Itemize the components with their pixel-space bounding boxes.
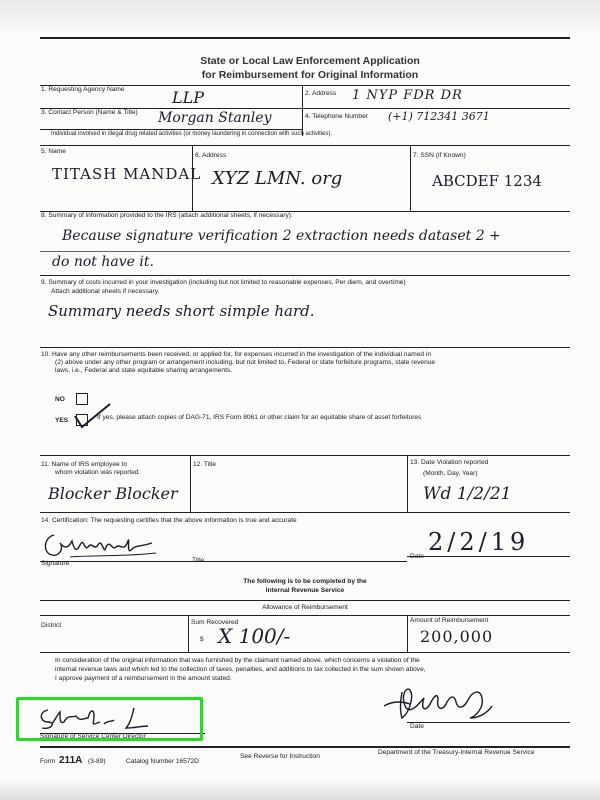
contact-person-value[interactable]: Morgan Stanley [158,110,272,126]
summary-costs-label: 9. Summary of costs incurred in your investigation (including but not limited to reasonable expenses, Per diem, and overtime) [41,279,406,286]
approver-signature [380,682,500,726]
sum-recovered-label: Sum Recovered [191,619,239,626]
catalog-number: Catalog Number 16572D [126,758,199,765]
summary-costs-label2: Attach additional sheets if necessary. [51,288,160,295]
telephone-value[interactable]: (+1) 712341 3671 [388,110,490,123]
irs-divider-a [188,615,189,653]
district-label: District [41,622,62,629]
date-violation-sub: (Month, Day, Year) [423,470,478,477]
rule-3 [40,129,302,130]
rule-9 [40,512,570,513]
date-line [407,556,570,557]
page-shadow-top [0,0,600,34]
address2-value[interactable]: XYZ LMN. org [212,168,343,189]
ssn-label: 7. SSN (If Known) [413,152,466,159]
summary-info-value-line1[interactable]: Because signature verification 2 extraction needs dataset 2 + [62,228,501,244]
approver-date-line [407,722,570,723]
telephone-label: 4. Telephone Number [305,113,368,120]
agency-name-label: 1. Requesting Agency Name [41,86,125,93]
form-title-line2: for Reimbursement for Original Information [201,69,419,81]
consideration-line3: I approve payment of a reimbursement in the amount stated. [55,675,232,682]
summary-writing-line [40,251,570,252]
certification-label: 14. Certification: The requesting certifies that the above information is true and accurate [41,517,297,524]
ssn-value[interactable]: ABCDEF 1234 [432,172,542,190]
director-sig-label: Signature of Service Center Director [40,733,146,740]
irs-divider-b [407,615,408,653]
address-label: 2. Address [305,90,337,97]
form-prefix: Form [40,758,56,765]
allowance-label: Allowance of Reimbursement [262,604,348,611]
rule-6 [40,275,570,276]
summary-info-label: 8. Summary of information provided to the IRS (attach additional sheets, if necessary): [41,212,293,219]
page-shadow-bottom [0,780,600,800]
summary-info-value-line2[interactable]: do not have it. [52,254,154,270]
name-value[interactable]: TITASH MANDAL [52,165,202,183]
rule-10 [40,600,570,601]
certification-date-value[interactable]: 2/2/19 [428,528,530,556]
row5-divider-a [192,145,193,211]
other-reimb-line2: (2) above under any other program or arrangement including, but not limited to, Federal or state forfeiture programs, state revenue [55,359,436,366]
yes-label: YES [55,417,69,424]
date-violation-label: 13. Date Violation reported [410,459,489,466]
rule-11 [40,615,570,616]
yes-note: If yes, please attach copies of DAG-71, IRS Form 8061 or other claim for an equitable share of asset forfeitures [97,414,422,421]
address2-label: 6. Address [195,152,227,159]
contact-person-label: 3. Contact Person (Name & Title) [41,109,138,116]
date-violation-value[interactable]: Wd 1/2/21 [423,484,512,504]
no-label: NO [55,396,65,403]
address-value[interactable]: 1 NYP FDR DR [352,88,463,103]
approver-date-label: Date [410,723,424,730]
form-date: (3-89) [88,758,106,765]
date-label: Date [410,553,424,560]
consideration-line1: In consideration of the original information that was furnished by the claimant named above, which concerns a violation of the [55,657,420,664]
highlight-box [16,697,203,741]
title-line [190,561,407,562]
irs-heading-line2: Internal Revenue Service [265,587,345,594]
top-rule [40,37,570,39]
signature-label: Signature [41,560,70,567]
rule-7 [40,347,570,348]
title-label: Title [192,557,205,564]
irs-heading-line1: The following is to be completed by the [243,578,367,585]
row5-divider-b [410,145,411,211]
individual-note: Individual involved in illegal drug related activities (or money laundering in connection with such activities). [51,131,333,137]
name-label: 5. Name [41,148,66,155]
irs-employee-value[interactable]: Blocker Blocker [48,484,178,503]
form-title-line1: State or Local Law Enforcement Application [200,55,420,67]
department: Department of the Treasury-Internal Revenue Service [378,749,535,756]
row11-divider-a [190,455,191,512]
title12-label: 12. Title [193,461,217,468]
consideration-line2: internal revenue laws and which led to the collection of taxes, penalties, and additions to tax collected in the sum shown above, [55,666,426,673]
rule-12 [40,652,570,653]
irs-employee-label-line2: whom violation was reported [55,469,139,476]
row11-divider-b [407,455,408,512]
rule-4 [40,145,570,146]
amount-label: Amount of Reimbursement [410,617,489,624]
summary-costs-value[interactable]: Summary needs short simple hard. [48,302,315,320]
rule-8 [40,455,570,456]
agency-name-value[interactable]: LLP [172,88,205,107]
form-number: 211A [59,755,83,766]
sum-recovered-value[interactable]: X 100/- [218,624,291,648]
other-reimb-line1: 10. Have any other reimbursements been received, or applied for, for expenses incurred in the investigation of the individual named in [41,351,431,358]
row1-divider [302,85,303,136]
bottom-rule [40,746,570,748]
irs-employee-label-line1: 11. Name of IRS employee to [41,461,128,468]
other-reimb-line3: laws, i.e., Federal and state equitable sharing arrangements. [55,367,233,374]
currency-symbol: $ [200,636,204,643]
amount-value[interactable]: 200,000 [420,627,494,646]
see-reverse: See Reverse for Instruction [240,753,320,760]
